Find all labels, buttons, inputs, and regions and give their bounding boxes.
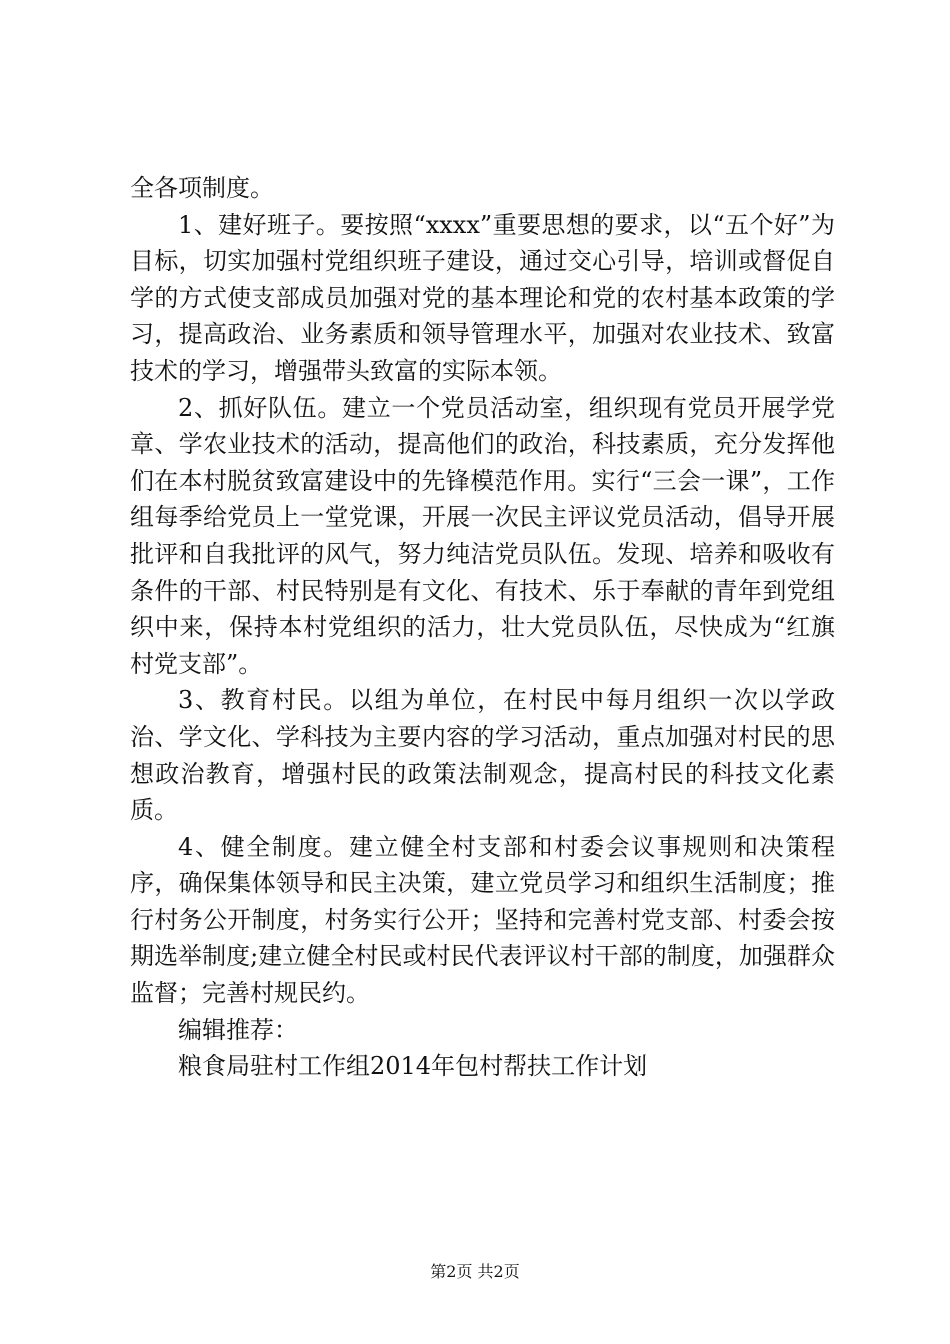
- recommend-link[interactable]: 粮食局驻村工作组2014年包村帮扶工作计划: [178, 1052, 648, 1081]
- document-body: [130, 170, 835, 1085]
- opening-line: 全各项制度。: [130, 174, 274, 202]
- paragraph-improve-system: 4、健全制度。建立健全村支部和村委会议事规则和决策程序，确保集体领导和民主决策，建立党员学习和组织生活制度；推行村务公开制度，村务实行公开；坚持和完善村党支部、村委会按期选举制度;建立健全村民或村民代表评议村干部的制度，加强群众监督；完善村规民约。: [130, 832, 835, 1008]
- paragraph-educate-villagers: 3、教育村民。以组为单位，在村民中每月组织一次以学政治、学文化、学科技为主要内容的学习活动，重点加强对村民的思想政治教育，增强村民的政策法制观念，提高村民的科技文化素质。: [130, 686, 835, 825]
- paragraph-build-team: 1、建好班子。要按照“xxxx”重要思想的要求，以“五个好”为目标，切实加强村党组织班子建设，通过交心引导，培训或督促自学的方式使支部成员加强对党的基本理论和党的农村基本政策的学习，提高政治、业务素质和领导管理水平，加强对农业技术、致富技术的学习，增强带头致富的实际本领。: [130, 210, 835, 385]
- page-footer: 第2页 共2页: [430, 1262, 520, 1281]
- paragraph-team-ranks: 2、抓好队伍。建立一个党员活动室，组织现有党员开展学党章、学农业技术的活动，提高他们的政治，科技素质，充分发挥他们在本村脱贫致富建设中的先锋模范作用。实行“三会一课”，工作组每季给党员上一堂党课，开展一次民主评议党员活动，倡导开展批评和自我批评的风气，努力纯洁党员队伍。发现、培养和吸收有条件的干部、村民特别是有文化、有技术、乐于奉献的青年到党组织中来，保持本村党组织的活力，壮大党员队伍，尽快成为“红旗村党支部”。: [130, 393, 835, 678]
- recommend-label: 编辑推荐：: [178, 1015, 298, 1044]
